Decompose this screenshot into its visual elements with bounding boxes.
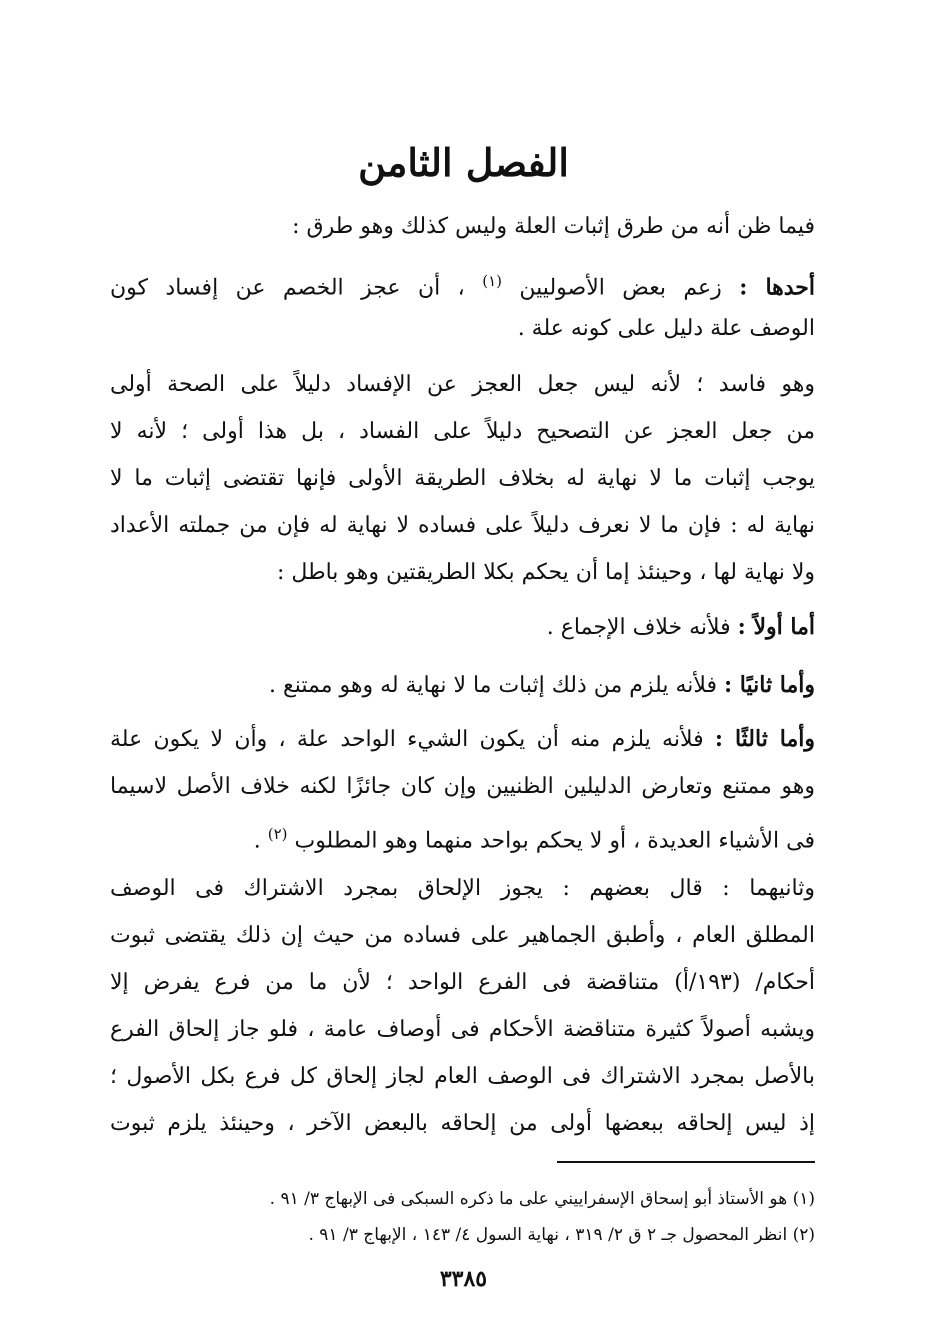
- p3-text: فلأنه خلاف الإجماع .: [546, 615, 731, 640]
- chapter-title: الفصل الثامن: [358, 140, 569, 185]
- p1-line-2: الوصف علة دليل على كونه علة .: [517, 316, 815, 341]
- footnote-ref-1: (١): [482, 272, 502, 290]
- p1-text-a: زعم بعض الأصوليين: [519, 275, 722, 301]
- p2-line-5: ولا نهاية لها ، وحينئذ إما أن يحكم بكلا الطريقتين وهو باطل :: [277, 560, 815, 585]
- p5-line-3: [110, 817, 815, 858]
- p4-text: فلأنه يلزم من ذلك إثبات ما لا نهاية له وهو ممتنع .: [269, 673, 718, 698]
- p5-text-3: فى الأشياء العديدة ، أو لا يحكم بواحد منهما وهو المطلوب: [294, 828, 815, 854]
- footnote-ref-2: (٢): [267, 825, 288, 843]
- p6-line-5: بالأصل بمجرد الاشتراك فى الوصف العام لجاز إلحاق كل فرع بكل الأصول ؛: [110, 1064, 815, 1089]
- p6-line-4: ويشبه أصولاً كثيرة متناقضة الأحكام فى أوصاف عامة ، فلو جاز إلحاق الفرع: [110, 1017, 815, 1042]
- page-number: ٣٣٨٥: [439, 1266, 488, 1292]
- p5-line-2: وهو ممتنع وتعارض الدليلين الظنيين وإن كان جائزًا لكنه خلاف الأصل لاسيما: [110, 774, 815, 799]
- p4-lead: وأما ثانيًا :: [724, 672, 815, 698]
- p2-line-1: وهو فاسد ؛ لأنه ليس جعل العجز عن الإفساد دليلاً على الصحة أولى: [110, 372, 815, 397]
- p6-line-6: إذ ليس إلحاقه ببعضها أولى من إلحاقه بالبعض الآخر ، وحينئذ يلزم ثبوت: [110, 1111, 815, 1136]
- p5-text-1: فلأنه يلزم منه أن يكون الشيء الواحد علة ، وأن لا يكون علة: [110, 727, 704, 752]
- p2-line-3: يوجب إثبات ما لا نهاية له بخلاف الطريقة الأولى فإنها تقتضى إثبات ما لا: [110, 466, 815, 491]
- p1-text-b: ، أن عجز الخصم عن إفساد كون: [110, 275, 465, 301]
- p5-line-1: [110, 722, 815, 757]
- footnote-2: (٢) انظر المحصول جـ ٢ ق ٢/ ٣١٩ ، نهاية السول ٤/ ١٤٣ ، الإبهاج ٣/ ٩١ .: [308, 1225, 815, 1245]
- p3-line: [110, 610, 815, 645]
- footnote-divider: [557, 1161, 815, 1163]
- p6-line-2: المطلق العام ، وأطبق الجماهير على فساده من حيث إن ذلك يقتضى ثبوت: [110, 923, 815, 948]
- footnote-1: (١) هو الأستاذ أبو إسحاق الإسفراييني على ما ذكره السبكى فى الإبهاج ٣/ ٩١ .: [269, 1189, 815, 1209]
- p1-line-1: [110, 264, 815, 305]
- p2-line-4: نهاية له : فإن ما لا نعرف دليلاً على فساده لا نهاية له فإن من جملته الأعداد: [110, 513, 815, 538]
- intro-line: فيما ظن أنه من طرق إثبات العلة وليس كذلك وهو طرق :: [292, 214, 815, 239]
- p6-line-3: أحكام/ (١٩٣/أ) متناقضة فى الفرع الواحد ؛ لأن ما من فرع يفرض إلا: [110, 970, 815, 995]
- p6-line-1: وثانيهما : قال بعضهم : يجوز الإلحاق بمجرد الاشتراك فى الوصف: [110, 876, 815, 901]
- p1-lead: أحدها :: [739, 274, 815, 301]
- p3-lead: أما أولاً :: [737, 614, 815, 640]
- p2-line-2: من جعل العجز عن التصحيح دليلاً على الفساد ، بل هذا أولى ؛ لأنه لا: [110, 419, 815, 444]
- p4-line: [110, 668, 815, 703]
- p5-text-3b: .: [253, 828, 261, 854]
- p5-lead: وأما ثالثًا :: [714, 726, 815, 752]
